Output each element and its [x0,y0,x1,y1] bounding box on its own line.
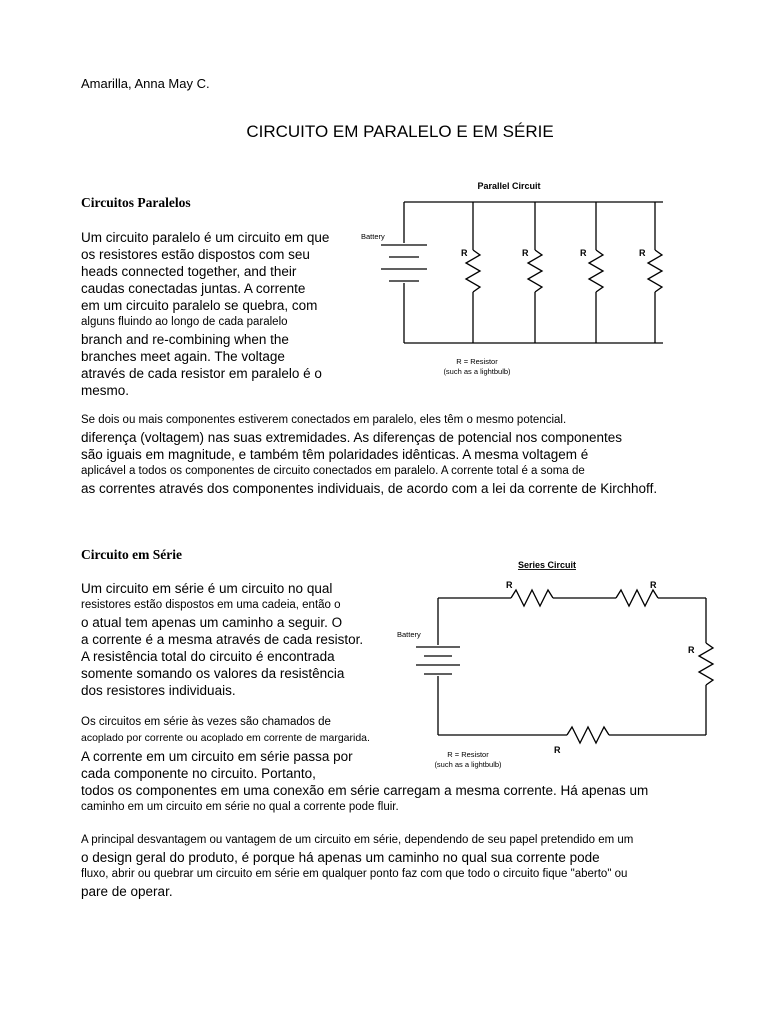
text-line: fluxo, abrir ou quebrar um circuito em série em qualquer ponto faz com que todo o circuito fique "aberto" ou [81,868,628,880]
series-legend-line2: (such as a lightbulb) [434,760,502,769]
text-line: Um circuito em série é um circuito no qual [81,581,333,596]
text-line: Se dois ou mais componentes estiverem conectados em paralelo, eles têm o mesmo potencial. [81,414,567,426]
resistor-label: R [554,745,561,755]
text-line: a corrente é a mesma através de cada resistor. [81,632,364,647]
text-line: mesmo. [81,383,130,398]
series-note [81,714,370,746]
series-intro [81,580,363,699]
text-line: somente somando os valores da resistência [81,666,345,681]
text-line: alguns fluindo ao longo de cada paralelo [81,316,288,328]
text-line: A corrente em um circuito em série passa por [81,749,353,764]
text-line: pare de operar. [81,884,173,899]
text-line: Os circuitos em série às vezes são chamados de [81,716,331,728]
text-line: todos os componentes em uma conexão em série carregam a mesma corrente. Há apenas um [81,783,649,798]
text-line: caminho em um circuito em série no qual a corrente pode fluir. [81,801,399,813]
parallel-body [81,412,657,497]
text-line: dos resistores individuais. [81,683,236,698]
resistor-label: R [506,580,513,590]
text-line: através de cada resistor em paralelo é o [81,366,322,381]
parallel-heading: Circuitos Paralelos [81,195,191,210]
text-line: cada componente no circuito. Portanto, [81,766,316,781]
parallel-intro [81,229,329,399]
series-diagram-title: Series Circuit [517,560,577,570]
text-line: diferença (voltagem) nas suas extremidades. As diferenças de potencial nos componentes [81,430,623,445]
text-line: acoplado por corrente ou acoplado em corrente de margarida. [81,732,370,744]
resistor-label: R [650,580,657,590]
text-line: caudas conectadas juntas. A corrente [81,281,306,296]
text-line: o design geral do produto, é porque há apenas um caminho no qual sua corrente pode [81,850,600,865]
resistor-label: R [580,248,587,258]
text-line: são iguais em magnitude, e também têm polaridades idênticas. A mesma voltagem é [81,447,589,462]
text-line: as correntes através dos componentes individuais, de acordo com a lei da corrente de Kirchhoff. [81,481,658,496]
parallel-legend-line2: (such as a lightbulb) [443,367,511,376]
resistor-label: R [688,645,695,655]
text-line: os resistores estão dispostos com seu [81,247,310,262]
text-line: A resistência total do circuito é encontrada [81,649,335,664]
series-final-paragraph [81,832,633,900]
text-line: A principal desvantagem ou vantagem de um circuito em série, dependendo de seu papel pretendido em um [81,834,634,846]
series-heading: Circuito em Série [81,547,182,562]
resistor-label: R [639,248,646,258]
series-legend-line1: R = Resistor [447,750,489,759]
text-line: Um circuito paralelo é um circuito em que [81,230,330,245]
author-name: Amarilla, Anna May C. [81,76,210,91]
series-battery-label: Battery [397,630,421,639]
series-circuit-diagram [393,555,723,773]
parallel-battery-label: Battery [361,232,385,241]
text-line: aplicável a todos os componentes de circuito conectados em paralelo. A corrente total é a soma de [81,465,585,477]
resistor-label: R [461,248,468,258]
parallel-circuit-diagram [355,175,675,380]
document-title: CIRCUITO EM PARALELO E EM SÉRIE [246,122,554,141]
resistor-label: R [522,248,529,258]
text-line: branch and re-combining when the [81,332,289,347]
text-line: o atual tem apenas um caminho a seguir. O [81,615,343,630]
text-line: heads connected together, and their [81,264,297,279]
parallel-legend-line1: R = Resistor [456,357,498,366]
text-line: resistores estão dispostos em uma cadeia, então o [81,599,341,611]
text-line: em um circuito paralelo se quebra, com [81,298,318,313]
text-line: branches meet again. The voltage [81,349,285,364]
parallel-diagram-title: Parallel Circuit [477,181,541,191]
